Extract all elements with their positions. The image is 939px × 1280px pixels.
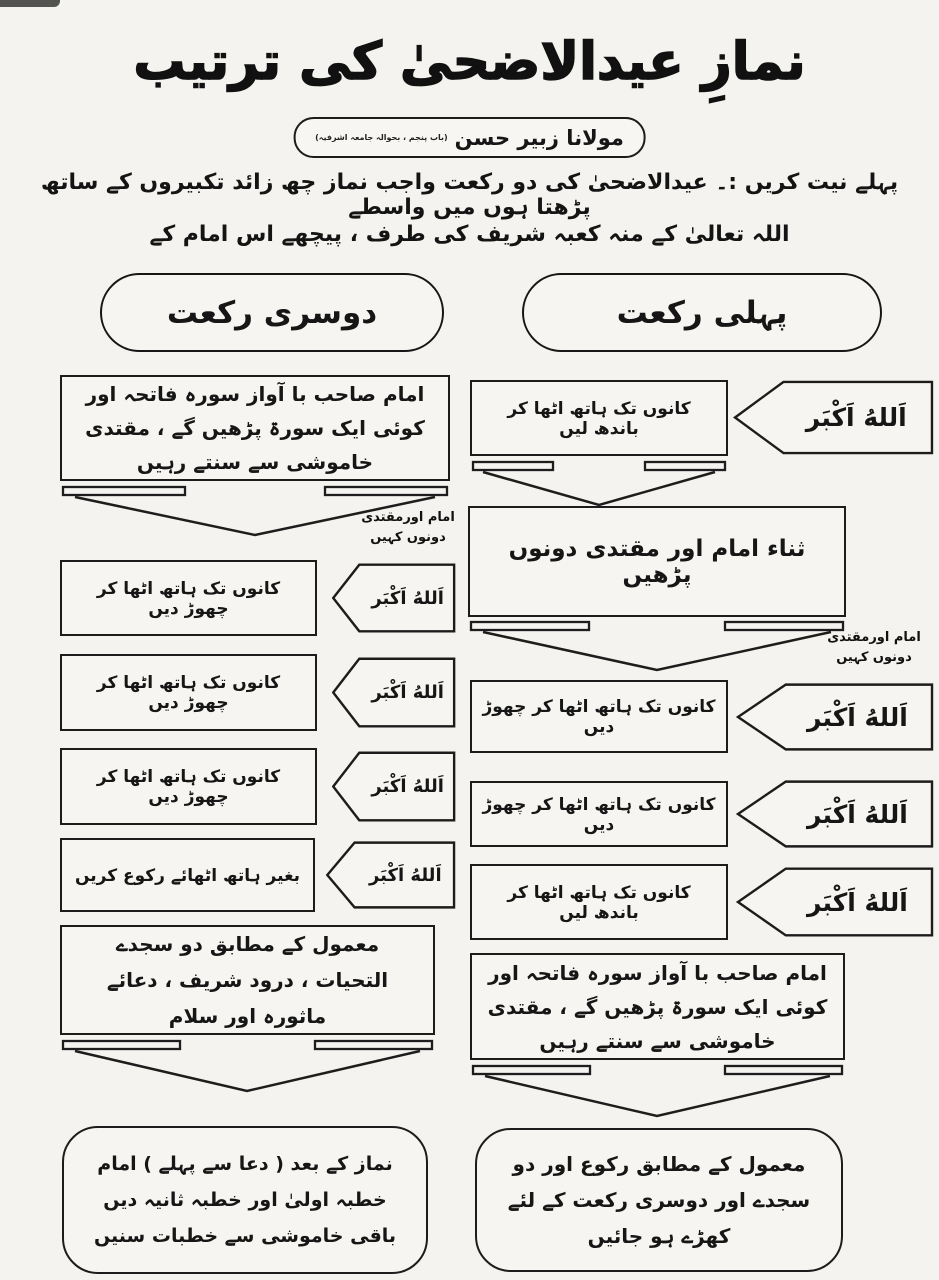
takbir-tag — [736, 779, 935, 849]
second-rakat-step-1: کانوں تک ہاتھ اٹھا کر چھوڑ دیں — [60, 560, 317, 636]
niyyat-line-1: پہلے نیت کریں :۔ عیدالاضحیٰ کی دو رکعت واجب نماز چھ زائد تکبیروں کے ساتھ پڑھتا ہوں میں واسطے — [40, 170, 899, 220]
second-rakat-step-3: کانوں تک ہاتھ اٹھا کر چھوڑ دیں — [60, 748, 317, 825]
both-say-label: امام اورمقتدی دونوں کہیں — [827, 630, 921, 665]
takbir-tag — [332, 562, 456, 634]
first-rakat-step-1: کانوں تک ہاتھ اٹھا کر چھوڑ دیں — [470, 680, 728, 753]
first-rakat-step-2: کانوں تک ہاتھ اٹھا کر چھوڑ دیں — [470, 781, 728, 847]
first-rakat-qirat-box: امام صاحب با آواز سورہ فاتحہ اور کوئی ایک سورۃ پڑھیں گے ، مقتدی خاموشی سے سنتے رہیں — [470, 953, 845, 1060]
sana-box: ثناء امام اور مقتدی دونوں پڑھیں — [468, 506, 846, 617]
page-title: نمازِ عیدالاضحیٰ کی ترتیب — [133, 32, 806, 92]
down-arrow-icon — [470, 458, 728, 508]
second-rakat-end-box: نماز کے بعد ( دعا سے پہلے ) امام خطبہ اولیٰ اور خطبہ ثانیہ دیں باقی خاموشی سے خطبات سنیں — [62, 1126, 428, 1274]
takbir-tag — [326, 840, 456, 910]
takbir-tag — [736, 866, 935, 938]
takbir-tag — [733, 379, 935, 456]
scan-artifact — [0, 0, 60, 7]
author-name: مولانا زبیر حسن — [454, 125, 624, 150]
author-badge — [293, 117, 646, 158]
takbir-tag — [332, 750, 456, 823]
takbir-label: اَللهُ اَکْبَر — [805, 403, 907, 432]
both-say-label: امام اورمقتدی دونوں کہیں — [361, 510, 455, 545]
first-rakat-header: پہلی رکعت — [522, 273, 882, 352]
takbir-label: اَللهُ اَکْبَر — [806, 887, 908, 917]
takbir-label: اَللهُ اَکْبَر — [371, 587, 444, 609]
first-rakat-step-3: کانوں تک ہاتھ اٹھا کر باندھ لیں — [470, 864, 728, 940]
first-rakat-end-box: معمول کے مطابق رکوع اور دو سجدے اور دوسری رکعت کے لئے کھڑے ہو جائیں — [475, 1128, 843, 1272]
takbir-label: اَللهُ اَکْبَر — [368, 864, 442, 886]
qaida-line-2: التحیات ، درود شریف ، دعائے ماثورہ اور سلام — [106, 968, 389, 1028]
takbir-tag — [736, 682, 935, 752]
second-rakat-qaida-box — [60, 925, 435, 1035]
down-arrow-icon — [60, 1037, 435, 1095]
takbir-label: اَللهُ اَکْبَر — [806, 702, 908, 732]
second-rakat-header: دوسری رکعت — [100, 273, 444, 352]
takbir-label: اَللهُ اَکْبَر — [371, 776, 444, 797]
qaida-line-1: معمول کے مطابق دو سجدے — [115, 932, 380, 956]
down-arrow-icon — [468, 618, 846, 674]
niyyat-line-2: اللہ تعالیٰ کے منہ کعبہ شریف کی طرف ، پیچھے اس امام کے — [149, 222, 790, 247]
down-arrow-icon — [470, 1062, 845, 1120]
takbir-tag — [332, 656, 456, 729]
first-rakat-step-takbir-tahrima: کانوں تک ہاتھ اٹھا کر باندھ لیں — [470, 380, 728, 456]
second-rakat-ruku-box: بغیر ہاتھ اٹھائے رکوع کریں — [60, 838, 315, 912]
second-rakat-step-2: کانوں تک ہاتھ اٹھا کر چھوڑ دیں — [60, 654, 317, 731]
author-note: (باب پنجم ، بحوالہ جامعہ اشرفیہ) — [315, 133, 448, 142]
takbir-label: اَللهُ اَکْبَر — [371, 682, 444, 703]
second-rakat-qirat-box: امام صاحب با آواز سورہ فاتحہ اور کوئی ایک سورۃ پڑھیں گے ، مقتدی خاموشی سے سنتے رہیں — [60, 375, 450, 481]
takbir-label: اَللهُ اَکْبَر — [806, 799, 908, 829]
